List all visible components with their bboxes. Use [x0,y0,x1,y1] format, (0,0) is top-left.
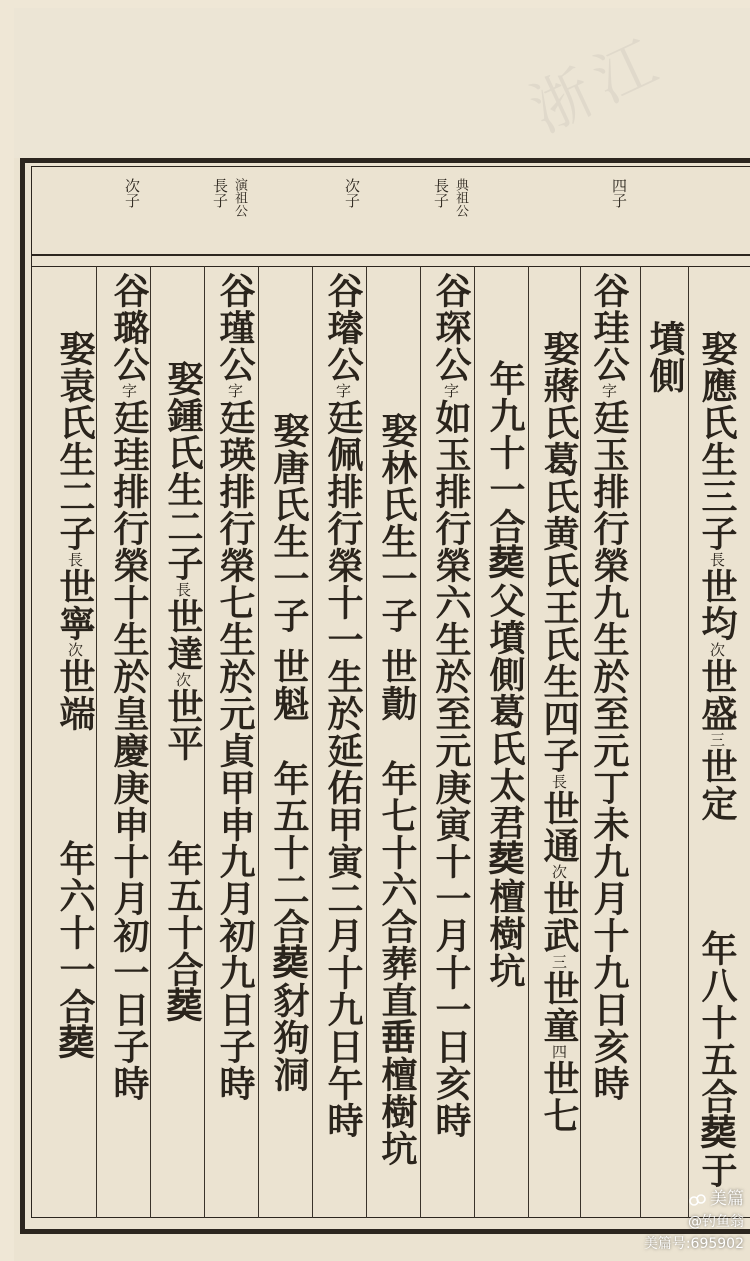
header-label-eldest-son-1: 長子 [432,178,450,208]
meipian-logo-icon [689,1193,707,1207]
column-rule [366,266,367,1218]
brand-line [644,1188,744,1211]
text-column-13-tail: 年六十一合𦵏 [54,840,96,1062]
text-column-2: 墳側 [644,320,686,394]
text-column-4: 娶蔣氏葛氏黄氏王氏生四子長世通次世武三世童四世七 [538,330,580,1134]
column-rule [640,266,641,1218]
author-handle: @钓鱼翁 [688,1214,744,1230]
text-column-3: 谷珪公字廷玉排行榮九生於至元丁未九月十九日亥時 [588,272,630,1102]
watermark: 浙江 [520,23,677,147]
header-label-ancestor-dian: 典祖公 [453,178,468,217]
column-rule [688,266,689,1218]
text-column-9: 娶唐氏生一子世魁 [268,412,310,722]
text-column-6: 谷琛公字如玉排行榮六生於至元庚寅十一月十一日亥時 [430,272,472,1139]
header-label-fourth-son: 四子 [610,178,628,208]
header-band-divider [31,254,750,267]
text-column-9-tail: 年五十二合𦵏豺狗洞 [268,760,310,1093]
column-rule [474,266,475,1218]
column-rule [258,266,259,1218]
text-column-7: 娶林氏生一子世勣 [376,412,418,722]
column-rule [420,266,421,1218]
column-rule [312,266,313,1218]
text-column-5: 年九十一合𦵏父墳側葛氏太君𦵏檀樹坑 [484,360,526,989]
text-column-7-tail: 年七十六合葬直𡸁檀樹坑 [376,760,418,1167]
text-column-1-tail: 年八十五合𦵏于 [696,930,738,1189]
text-column-12: 谷璐公字廷珪排行榮十生於皇慶庚申十月初一日子時 [108,272,150,1102]
text-column-1: 娶應氏生三子長世均次世盛三世定 [696,330,738,822]
column-rule [528,266,529,1218]
text-column-11: 娶鍾氏生二子長世達次世平 [162,360,204,762]
text-column-8: 谷璿公字廷佩排行榮十一生於延佑甲寅二月十九日午時 [322,272,364,1139]
text-column-13: 娶袁氏生二子長世寧次世端 [54,330,96,732]
header-label-ancestor-yan: 演祖公 [232,178,247,217]
header-label-second-son-2: 次子 [123,178,141,208]
header-label-second-son-1: 次子 [343,178,361,208]
header-label-eldest-son-2: 長子 [211,178,229,208]
post-id: 美篇号:695902 [643,1236,744,1252]
text-column-10: 谷瑾公字廷瑛排行榮七生於元貞甲申九月初九日子時 [214,272,256,1102]
brand-name: 美篇 [710,1189,744,1209]
app-watermark-overlay [644,1188,744,1255]
text-column-11-tail: 年五十合𦵏 [162,840,204,1025]
